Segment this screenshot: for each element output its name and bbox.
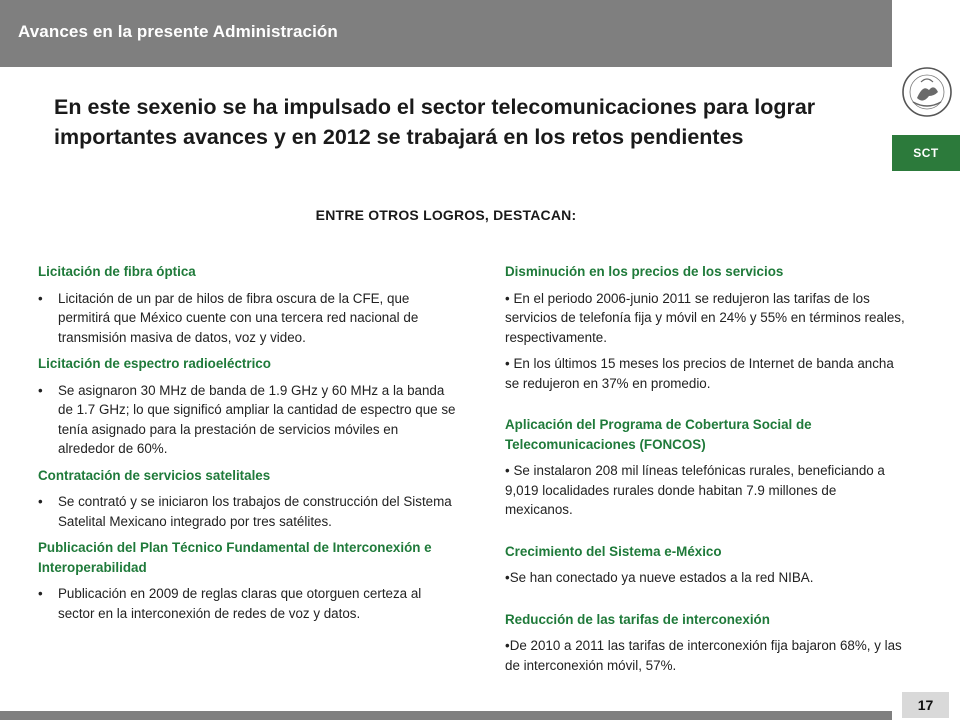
list-item: • En el periodo 2006-junio 2011 se redujeron las tarifas de los servicios de telefonía fija y móvil en 24% y 55% en términos reales, respectivamente. — [505, 290, 905, 345]
bullet-icon: • — [38, 290, 43, 306]
right-column — [505, 262, 907, 682]
bullet-icon: • — [505, 463, 510, 478]
section-title-foncos: Aplicación del Programa de Cobertura Social de Telecomunicaciones (FONCOS) — [505, 417, 812, 452]
bullet-icon: • — [38, 382, 43, 398]
section-title-fibra: Licitación de fibra óptica — [38, 264, 196, 279]
list-item: • Se instalaron 208 mil líneas telefónicas rurales, beneficiando a 9,019 localidades rurales donde habitan 7.9 millones de mexicanos. — [505, 463, 885, 517]
header-bar — [0, 0, 892, 67]
list-item: •De 2010 a 2011 las tarifas de interconexión fija bajaron 68%, y las de interconexión móvil, 57%. — [505, 638, 902, 673]
bullet-icon: • — [505, 570, 510, 585]
bullet-icon: • — [38, 586, 43, 601]
section-title-interconexion: Reducción de las tarifas de interconexión — [505, 611, 770, 627]
page-number: 17 — [902, 692, 949, 718]
sct-logo: SCT — [892, 135, 960, 171]
bullet-icon: • — [505, 356, 510, 371]
section-title-precios: Disminución en los precios de los servicios — [505, 264, 784, 279]
list-item: • Publicación en 2009 de reglas claras que otorguen certeza al sector en la interconexión de redes de voz y datos. — [38, 586, 422, 621]
list-item: • Se asignaron 30 MHz de banda de 1.9 GHz y 60 MHz a la banda de 1.7 GHz; lo que significó ampliar la cantidad de espectro que se tenía asignado para la prestación de servicios móviles en alrededor de 60%. — [38, 382, 456, 456]
bullet-icon: • — [505, 290, 510, 306]
header-title: Avances en la presente Administración — [18, 22, 338, 41]
section-title-e-mexico: Crecimiento del Sistema e-México — [505, 543, 722, 559]
bullet-icon: • — [38, 494, 43, 509]
section-title-satelitales: Contratación de servicios satelitales — [38, 467, 271, 483]
section-title-espectro: Licitación de espectro radioeléctrico — [38, 356, 271, 371]
national-seal-icon — [899, 62, 955, 130]
list-item: •Se han conectado ya nueve estados a la red NIBA. — [505, 570, 814, 585]
left-column — [38, 262, 456, 630]
list-item: • En los últimos 15 meses los precios de Internet de banda ancha se redujeron en 37% en promedio. — [505, 356, 894, 391]
section-title-plan-tecnico: Publicación del Plan Técnico Fundamental de Interconexión e Interoperabilidad — [38, 540, 432, 575]
list-item: • Licitación de un par de hilos de fibra oscura de la CFE, que permitirá que México cuente con una tercera red nacional de transmisión masiva de datos, voz y video. — [38, 290, 419, 345]
list-item: • Se contrató y se iniciaron los trabajos de construcción del Sistema Satelital Mexicano integrado por tres satélites. — [38, 494, 452, 529]
page-headline: En este sexenio se ha impulsado el sector telecomunicaciones para lograr importantes avances y en 2012 se trabajará en los retos pendientes — [54, 95, 816, 149]
bullet-icon: • — [505, 638, 510, 653]
footer-bar — [0, 711, 892, 720]
section-heading: ENTRE OTROS LOGROS, DESTACAN: — [315, 207, 577, 223]
